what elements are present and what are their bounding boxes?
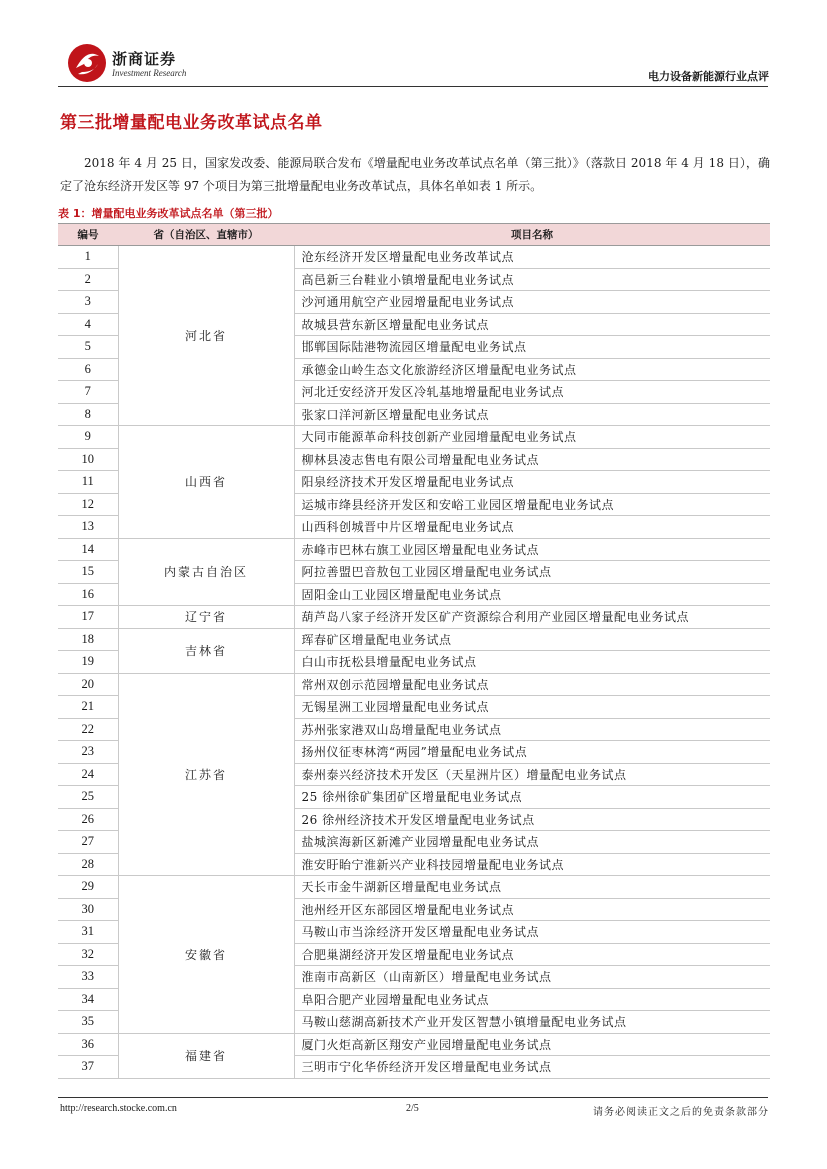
province-cell: 安徽省 [118, 876, 294, 1034]
row-number: 7 [58, 381, 118, 404]
row-number: 2 [58, 268, 118, 291]
project-name: 无锡星洲工业园增量配电业务试点 [294, 696, 770, 719]
project-name: 高邑新三台鞋业小镇增量配电业务试点 [294, 268, 770, 291]
row-number: 30 [58, 898, 118, 921]
project-name: 扬州仪征枣林湾“两园”增量配电业务试点 [294, 741, 770, 764]
province-cell: 山西省 [118, 426, 294, 539]
project-name: 26 徐州经济技术开发区增量配电业务试点 [294, 808, 770, 831]
table-row [58, 876, 770, 899]
row-number: 9 [58, 426, 118, 449]
row-number: 10 [58, 448, 118, 471]
pilot-list-table [58, 223, 770, 1079]
table-body [58, 246, 770, 1079]
row-number: 22 [58, 718, 118, 741]
project-name: 故城县营东新区增量配电业务试点 [294, 313, 770, 336]
row-number: 12 [58, 493, 118, 516]
project-name: 淮南市高新区（山南新区）增量配电业务试点 [294, 966, 770, 989]
row-number: 29 [58, 876, 118, 899]
row-number: 18 [58, 628, 118, 651]
footer-url[interactable]: http://research.stocke.com.cn [60, 1103, 177, 1114]
logo-chinese-name: 浙商证券 [112, 50, 177, 68]
row-number: 35 [58, 1011, 118, 1034]
row-number: 19 [58, 651, 118, 674]
row-number: 13 [58, 516, 118, 539]
row-number: 14 [58, 538, 118, 561]
table-header-row [58, 224, 770, 246]
row-number: 33 [58, 966, 118, 989]
row-number: 31 [58, 921, 118, 944]
project-name: 苏州张家港双山岛增量配电业务试点 [294, 718, 770, 741]
project-name: 阜阳合肥产业园增量配电业务试点 [294, 988, 770, 1011]
project-name: 沙河通用航空产业园增量配电业务试点 [294, 291, 770, 314]
table-row [58, 538, 770, 561]
intro-paragraph: 2018 年 4 月 25 日，国家发改委、能源局联合发布《增量配电业务改革试点名单（第三批）》（落款日 2018 年 4 月 18 日），确定了沧东经济开发区等 97 个项目为第三批增量配电业务改革试点，具体名单如表 1 所示。 [60, 156, 770, 193]
row-number: 8 [58, 403, 118, 426]
province-cell: 江苏省 [118, 673, 294, 876]
row-number: 24 [58, 763, 118, 786]
project-name: 马鞍山慈湖高新技术产业开发区智慧小镇增量配电业务试点 [294, 1011, 770, 1034]
header-province: 省（自治区、直辖市） [118, 224, 294, 246]
province-cell: 福建省 [118, 1033, 294, 1078]
row-number: 11 [58, 471, 118, 494]
project-name: 25 徐州徐矿集团矿区增量配电业务试点 [294, 786, 770, 809]
row-number: 16 [58, 583, 118, 606]
project-name: 厦门火炬高新区翔安产业园增量配电业务试点 [294, 1033, 770, 1056]
header-divider [58, 86, 768, 87]
disclaimer-note: 请务必阅读正文之后的免责条款部分 [593, 1107, 769, 1118]
row-number: 4 [58, 313, 118, 336]
project-name: 赤峰市巴林右旗工业园区增量配电业务试点 [294, 538, 770, 561]
table-row [58, 246, 770, 269]
project-name: 沧东经济开发区增量配电业务改革试点 [294, 246, 770, 269]
project-name: 大同市能源革命科技创新产业园增量配电业务试点 [294, 426, 770, 449]
row-number: 3 [58, 291, 118, 314]
project-name: 山西科创城晋中片区增量配电业务试点 [294, 516, 770, 539]
project-name: 珲春矿区增量配电业务试点 [294, 628, 770, 651]
row-number: 36 [58, 1033, 118, 1056]
project-name: 阳泉经济技术开发区增量配电业务试点 [294, 471, 770, 494]
project-name: 淮安盱眙宁淮新兴产业科技园增量配电业务试点 [294, 853, 770, 876]
project-name: 固阳金山工业园区增量配电业务试点 [294, 583, 770, 606]
row-number: 37 [58, 1056, 118, 1079]
logo-english-name: Investment Research [112, 68, 187, 78]
row-number: 15 [58, 561, 118, 584]
row-number: 28 [58, 853, 118, 876]
project-name: 合肥巢湖经济开发区增量配电业务试点 [294, 943, 770, 966]
table-row [58, 426, 770, 449]
row-number: 27 [58, 831, 118, 854]
table-row [58, 606, 770, 629]
header-project-name: 项目名称 [294, 224, 770, 246]
province-cell: 河北省 [118, 246, 294, 426]
project-name: 泰州泰兴经济技术开发区（天星洲片区）增量配电业务试点 [294, 763, 770, 786]
project-name: 运城市绛县经济开发区和安峪工业园区增量配电业务试点 [294, 493, 770, 516]
project-name: 天长市金牛湖新区增量配电业务试点 [294, 876, 770, 899]
row-number: 25 [58, 786, 118, 809]
row-number: 23 [58, 741, 118, 764]
project-name: 承德金山岭生态文化旅游经济区增量配电业务试点 [294, 358, 770, 381]
project-name: 常州双创示范园增量配电业务试点 [294, 673, 770, 696]
company-logo [66, 42, 226, 84]
page-number: 2/5 [406, 1103, 419, 1114]
project-name: 三明市宁化华侨经济开发区增量配电业务试点 [294, 1056, 770, 1079]
report-category: 电力设备新能源行业点评 [648, 70, 769, 83]
row-number: 21 [58, 696, 118, 719]
project-name: 阿拉善盟巴音敖包工业园区增量配电业务试点 [294, 561, 770, 584]
project-name: 马鞍山市当涂经济开发区增量配电业务试点 [294, 921, 770, 944]
row-number: 34 [58, 988, 118, 1011]
zheshang-logo-icon [66, 42, 108, 84]
row-number: 1 [58, 246, 118, 269]
project-name: 邯郸国际陆港物流园区增量配电业务试点 [294, 336, 770, 359]
province-cell: 内蒙古自治区 [118, 538, 294, 606]
table-row [58, 673, 770, 696]
row-number: 20 [58, 673, 118, 696]
province-cell: 吉林省 [118, 628, 294, 673]
row-number: 32 [58, 943, 118, 966]
table-row [58, 628, 770, 651]
project-name: 河北迁安经济开发区冷轧基地增量配电业务试点 [294, 381, 770, 404]
row-number: 6 [58, 358, 118, 381]
project-name: 葫芦岛八家子经济开发区矿产资源综合利用产业园区增量配电业务试点 [294, 606, 770, 629]
section-title: 第三批增量配电业务改革试点名单 [60, 113, 323, 133]
row-number: 26 [58, 808, 118, 831]
project-name: 盐城滨海新区新滩产业园增量配电业务试点 [294, 831, 770, 854]
row-number: 5 [58, 336, 118, 359]
project-name: 白山市抚松县增量配电业务试点 [294, 651, 770, 674]
table-caption: 表 1：增量配电业务改革试点名单（第三批） [58, 207, 279, 220]
province-cell: 辽宁省 [118, 606, 294, 629]
table-row [58, 1033, 770, 1056]
footer-divider [58, 1097, 768, 1098]
project-name: 池州经开区东部园区增量配电业务试点 [294, 898, 770, 921]
project-name: 柳林县凌志售电有限公司增量配电业务试点 [294, 448, 770, 471]
project-name: 张家口洋河新区增量配电业务试点 [294, 403, 770, 426]
header-number: 编号 [58, 224, 118, 246]
row-number: 17 [58, 606, 118, 629]
